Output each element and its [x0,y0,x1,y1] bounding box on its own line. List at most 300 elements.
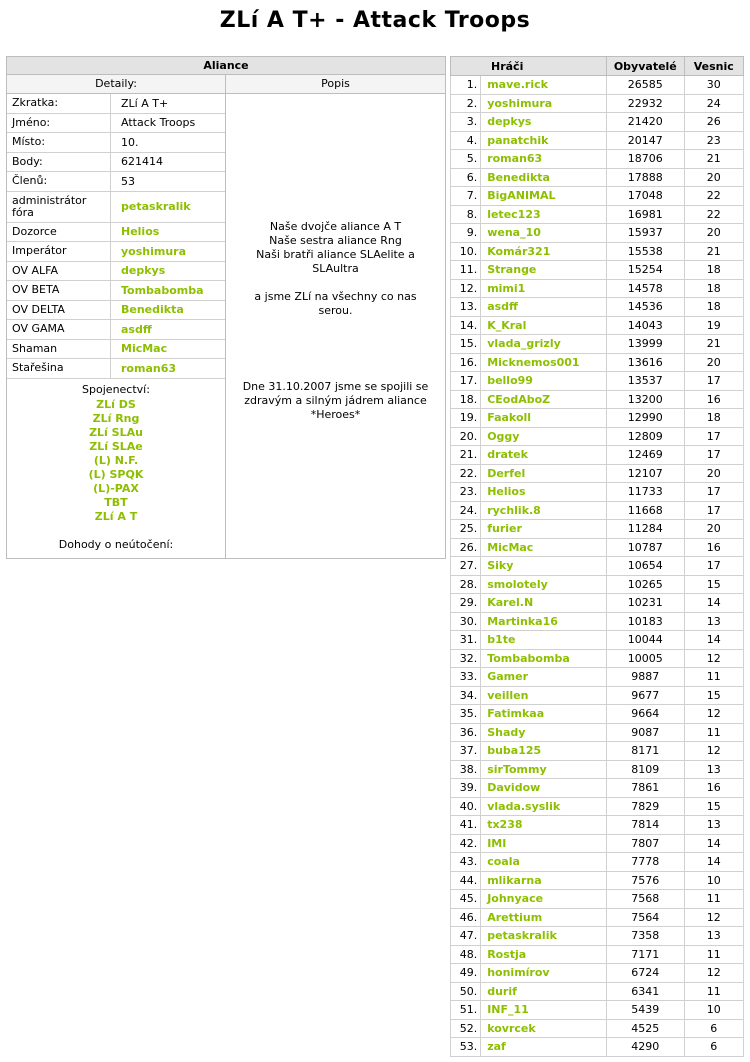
detail-value: 621414 [121,155,163,169]
player-villages: 16 [684,538,743,557]
player-rank: 3. [451,113,481,132]
ally-link[interactable]: ZLí DS [96,397,136,411]
table-row [451,760,744,779]
player-name-link[interactable]: durif [481,982,607,1001]
officer-name-link[interactable]: MicMac [121,342,168,356]
description-line: zdravým a silným jádrem aliance [244,394,427,407]
officer-role: OV BETA [7,281,111,300]
description-line: Naše dvojče aliance A T [269,220,402,233]
player-population: 12469 [607,446,685,465]
player-rank: 53. [451,1038,481,1057]
table-row [451,501,744,520]
officer-name-link[interactable]: Benedikta [121,303,184,317]
officer-row [7,359,225,379]
table-row [451,390,744,409]
player-name-link[interactable]: wena_10 [481,224,607,243]
player-villages: 20 [684,353,743,372]
player-villages: 14 [684,853,743,872]
player-villages: 22 [684,205,743,224]
player-name-link[interactable]: Rostja [481,945,607,964]
player-villages: 20 [684,520,743,539]
allies-label: Spojenectví: [82,382,150,396]
player-rank: 6. [451,168,481,187]
table-row [451,316,744,335]
player-villages: 12 [684,742,743,761]
player-villages: 17 [684,501,743,520]
player-villages: 18 [684,409,743,428]
player-rank: 24. [451,501,481,520]
player-rank: 11. [451,261,481,280]
table-row [451,520,744,539]
detail-label: Členů: [7,172,111,191]
player-villages: 10 [684,871,743,890]
player-rank: 16. [451,353,481,372]
player-population: 9887 [607,668,685,687]
ally-link[interactable]: ZLí SLAe [89,439,143,453]
player-villages: 17 [684,557,743,576]
player-population: 21420 [607,113,685,132]
table-row [451,1001,744,1020]
player-population: 15937 [607,224,685,243]
player-rank: 4. [451,131,481,150]
table-row [451,982,744,1001]
player-villages: 11 [684,668,743,687]
player-population: 15538 [607,242,685,261]
player-villages: 12 [684,964,743,983]
player-population: 13999 [607,335,685,354]
players-header-name: Hráči [451,57,607,76]
table-row [451,723,744,742]
detail-value: Attack Troops [121,116,196,130]
player-villages: 14 [684,631,743,650]
table-row [451,890,744,909]
officer-name-link[interactable]: petaskralik [121,200,191,213]
player-name-link[interactable]: petaskralik [481,927,607,946]
player-name-link[interactable]: Helios [481,483,607,502]
player-name-link[interactable]: BigANIMAL [481,187,607,206]
player-rank: 34. [451,686,481,705]
player-population: 13616 [607,353,685,372]
player-population: 12990 [607,409,685,428]
detail-label: Body: [7,153,111,172]
table-row [451,1038,744,1057]
description-column [226,94,445,559]
table-row [451,242,744,261]
player-name-link[interactable]: furier [481,520,607,539]
player-name-link[interactable]: Davidow [481,779,607,798]
player-rank: 22. [451,464,481,483]
player-villages: 20 [684,464,743,483]
alliance-header: Aliance [7,57,445,75]
player-population: 7814 [607,816,685,835]
officer-role: administrátor fóra [7,192,111,222]
table-row [451,298,744,317]
player-name-link[interactable]: Oggy [481,427,607,446]
officer-role: Shaman [7,340,111,359]
player-rank: 48. [451,945,481,964]
player-name-link[interactable]: letec123 [481,205,607,224]
player-name-link[interactable]: bello99 [481,372,607,391]
table-row [451,538,744,557]
players-header-row [451,57,744,76]
player-population: 7829 [607,797,685,816]
officer-row [7,320,225,340]
player-name-link[interactable]: Tombabomba [481,649,607,668]
description-line: SLAultra [312,262,359,275]
player-population: 10654 [607,557,685,576]
player-villages: 12 [684,705,743,724]
player-villages: 15 [684,686,743,705]
table-row [451,224,744,243]
player-name-link[interactable]: b1te [481,631,607,650]
player-villages: 15 [684,575,743,594]
player-population: 12107 [607,464,685,483]
table-row [451,834,744,853]
player-name-link[interactable]: asdff [481,298,607,317]
table-row [451,372,744,391]
player-rank: 1. [451,76,481,95]
player-name-link[interactable]: Arettium [481,908,607,927]
player-name-link[interactable]: dratek [481,446,607,465]
player-population: 17888 [607,168,685,187]
ally-link[interactable]: (L)-PAX [93,481,139,495]
table-row [451,261,744,280]
table-row [451,686,744,705]
player-name-link[interactable]: Komár321 [481,242,607,261]
table-row [451,131,744,150]
player-rank: 45. [451,890,481,909]
player-rank: 19. [451,409,481,428]
player-villages: 26 [684,113,743,132]
player-population: 13537 [607,372,685,391]
player-name-link[interactable]: Shady [481,723,607,742]
description-block-3 [236,380,436,422]
player-name-link[interactable]: K_Kral [481,316,607,335]
player-name-link[interactable]: Martinka16 [481,612,607,631]
player-population: 11733 [607,483,685,502]
player-rank: 44. [451,871,481,890]
player-villages: 17 [684,446,743,465]
player-rank: 41. [451,816,481,835]
player-name-link[interactable]: Gamer [481,668,607,687]
player-villages: 6 [684,1038,743,1057]
alliance-subheader [7,75,445,94]
player-name-link[interactable]: coala [481,853,607,872]
player-rank: 2. [451,94,481,113]
player-rank: 46. [451,908,481,927]
page-title: ZLí A T+ - Attack Troops [219,8,531,33]
table-row [451,631,744,650]
player-name-link[interactable]: roman63 [481,150,607,169]
player-name-link[interactable]: Micknemos001 [481,353,607,372]
detail-label: Jméno: [7,114,111,133]
player-population: 6341 [607,982,685,1001]
player-name-link[interactable]: Siky [481,557,607,576]
player-population: 8109 [607,760,685,779]
player-villages: 13 [684,927,743,946]
ally-link[interactable]: (L) N.F. [93,453,139,467]
player-population: 13200 [607,390,685,409]
player-villages: 6 [684,1019,743,1038]
officer-name-link[interactable]: roman63 [121,361,177,375]
player-name-link[interactable]: mave.rick [481,76,607,95]
player-rank: 9. [451,224,481,243]
allies-section [7,379,225,552]
details-column [7,94,226,559]
player-name-link[interactable]: vlada_grizly [481,335,607,354]
player-population: 10265 [607,575,685,594]
player-villages: 13 [684,816,743,835]
officer-role: OV ALFA [7,262,111,281]
officer-row [7,262,225,282]
officer-role: Stařešina [7,359,111,378]
player-villages: 21 [684,335,743,354]
player-name-link[interactable]: honimírov [481,964,607,983]
player-name-link[interactable]: sirTommy [481,760,607,779]
table-row [451,464,744,483]
description-line: Naši bratři aliance SLAelite a [256,248,415,261]
player-villages: 30 [684,76,743,95]
player-population: 11284 [607,520,685,539]
table-row [451,945,744,964]
officer-row [7,192,225,223]
player-population: 4290 [607,1038,685,1057]
player-rank: 26. [451,538,481,557]
table-row [451,150,744,169]
description-line: Dne 31.10.2007 jsme se spojili se [242,380,429,393]
table-row [451,76,744,95]
ally-link[interactable]: ZLí Rng [92,411,140,425]
player-name-link[interactable]: zaf [481,1038,607,1057]
detail-row [7,172,225,192]
player-name-link[interactable]: Strange [481,261,607,280]
officer-name-link[interactable]: yoshimura [121,244,187,258]
table-row [451,446,744,465]
detail-label: Místo: [7,133,111,152]
player-population: 26585 [607,76,685,95]
player-population: 11668 [607,501,685,520]
officer-row [7,242,225,262]
player-rank: 42. [451,834,481,853]
player-rank: 5. [451,150,481,169]
player-villages: 21 [684,150,743,169]
player-name-link[interactable]: yoshimura [481,94,607,113]
description-line: Naše sestra aliance Rng [269,234,402,247]
player-population: 7358 [607,927,685,946]
player-rank: 21. [451,446,481,465]
player-name-link[interactable]: buba125 [481,742,607,761]
player-population: 7807 [607,834,685,853]
player-name-link[interactable]: mimi1 [481,279,607,298]
table-row [451,557,744,576]
description-line: *Heroes* [310,408,361,421]
player-rank: 38. [451,760,481,779]
player-name-link[interactable]: kovrcek [481,1019,607,1038]
player-population: 10005 [607,649,685,668]
nap-label: Dohody o neútočení: [58,537,174,551]
players-table [450,56,744,1057]
player-name-link[interactable]: veillen [481,686,607,705]
player-villages: 17 [684,483,743,502]
player-population: 4525 [607,1019,685,1038]
player-rank: 20. [451,427,481,446]
player-name-link[interactable]: MicMac [481,538,607,557]
player-population: 7171 [607,945,685,964]
details-label: Detaily: [7,75,226,93]
alliance-panel [6,56,446,559]
player-name-link[interactable]: rychlik.8 [481,501,607,520]
ally-link[interactable]: (L) SPQK [88,467,144,481]
table-row [451,94,744,113]
table-row [451,594,744,613]
detail-row [7,94,225,114]
player-villages: 18 [684,279,743,298]
player-villages: 17 [684,372,743,391]
officer-row [7,223,225,243]
player-villages: 11 [684,945,743,964]
officer-row [7,281,225,301]
player-name-link[interactable]: Fatimkaa [481,705,607,724]
player-villages: 19 [684,316,743,335]
player-name-link[interactable]: smolotely [481,575,607,594]
player-villages: 13 [684,760,743,779]
player-villages: 22 [684,187,743,206]
player-villages: 10 [684,1001,743,1020]
player-name-link[interactable]: mlikarna [481,871,607,890]
player-population: 14043 [607,316,685,335]
officer-name-link[interactable]: asdff [121,322,152,336]
player-rank: 40. [451,797,481,816]
table-row [451,816,744,835]
player-villages: 14 [684,834,743,853]
player-rank: 17. [451,372,481,391]
player-rank: 23. [451,483,481,502]
player-rank: 8. [451,205,481,224]
table-row [451,668,744,687]
player-rank: 25. [451,520,481,539]
player-population: 15254 [607,261,685,280]
player-population: 5439 [607,1001,685,1020]
player-population: 20147 [607,131,685,150]
ally-link[interactable]: ZLí A T [94,509,138,523]
player-rank: 36. [451,723,481,742]
player-villages: 11 [684,890,743,909]
officer-name-link[interactable]: Tombabomba [121,283,204,297]
player-population: 18706 [607,150,685,169]
player-rank: 37. [451,742,481,761]
officer-role: OV GAMA [7,320,111,339]
player-rank: 13. [451,298,481,317]
player-name-link[interactable]: panatchik [481,131,607,150]
player-name-link[interactable]: depkys [481,113,607,132]
table-row [451,612,744,631]
officer-name-link[interactable]: Helios [121,225,160,239]
player-rank: 35. [451,705,481,724]
player-name-link[interactable]: Faakoll [481,409,607,428]
player-population: 7576 [607,871,685,890]
player-rank: 39. [451,779,481,798]
player-name-link[interactable]: Benedikta [481,168,607,187]
player-name-link[interactable]: Derfel [481,464,607,483]
player-population: 9664 [607,705,685,724]
table-row [451,742,744,761]
description-block-1 [236,220,436,276]
detail-row [7,114,225,134]
player-rank: 15. [451,335,481,354]
player-rank: 18. [451,390,481,409]
player-name-link[interactable]: vlada.syslik [481,797,607,816]
table-row [451,705,744,724]
player-name-link[interactable]: tx238 [481,816,607,835]
table-row [451,187,744,206]
table-row [451,927,744,946]
table-row [451,908,744,927]
player-villages: 20 [684,224,743,243]
description-block-2 [236,290,436,318]
ally-link[interactable]: TBT [104,495,128,509]
player-rank: 10. [451,242,481,261]
player-villages: 20 [684,168,743,187]
table-row [451,205,744,224]
table-row [451,335,744,354]
player-villages: 12 [684,649,743,668]
player-name-link[interactable]: CEodAboZ [481,390,607,409]
player-name-link[interactable]: INF_11 [481,1001,607,1020]
detail-row [7,133,225,153]
player-population: 10787 [607,538,685,557]
player-rank: 27. [451,557,481,576]
player-population: 12809 [607,427,685,446]
detail-row [7,153,225,173]
player-population: 7568 [607,890,685,909]
player-rank: 12. [451,279,481,298]
player-villages: 23 [684,131,743,150]
player-name-link[interactable]: Johnyace [481,890,607,909]
player-name-link[interactable]: IMI [481,834,607,853]
player-population: 8171 [607,742,685,761]
table-row [451,797,744,816]
player-rank: 50. [451,982,481,1001]
table-row [451,353,744,372]
detail-value: 53 [121,174,135,188]
officer-role: OV DELTA [7,301,111,320]
player-population: 10044 [607,631,685,650]
player-population: 22932 [607,94,685,113]
player-rank: 28. [451,575,481,594]
player-villages: 16 [684,390,743,409]
officer-row [7,301,225,321]
officer-role: Imperátor [7,242,111,261]
ally-link[interactable]: ZLí SLAu [89,425,143,439]
player-name-link[interactable]: Karel.N [481,594,607,613]
officer-name-link[interactable]: depkys [121,264,166,278]
officer-row [7,340,225,360]
player-rank: 31. [451,631,481,650]
player-population: 14536 [607,298,685,317]
player-rank: 51. [451,1001,481,1020]
officer-role: Dozorce [7,223,111,242]
player-villages: 11 [684,723,743,742]
player-rank: 32. [451,649,481,668]
player-population: 9677 [607,686,685,705]
player-villages: 13 [684,612,743,631]
player-population: 16981 [607,205,685,224]
table-row [451,649,744,668]
description-line: serou. [318,304,353,317]
player-rank: 52. [451,1019,481,1038]
player-villages: 11 [684,982,743,1001]
player-villages: 21 [684,242,743,261]
